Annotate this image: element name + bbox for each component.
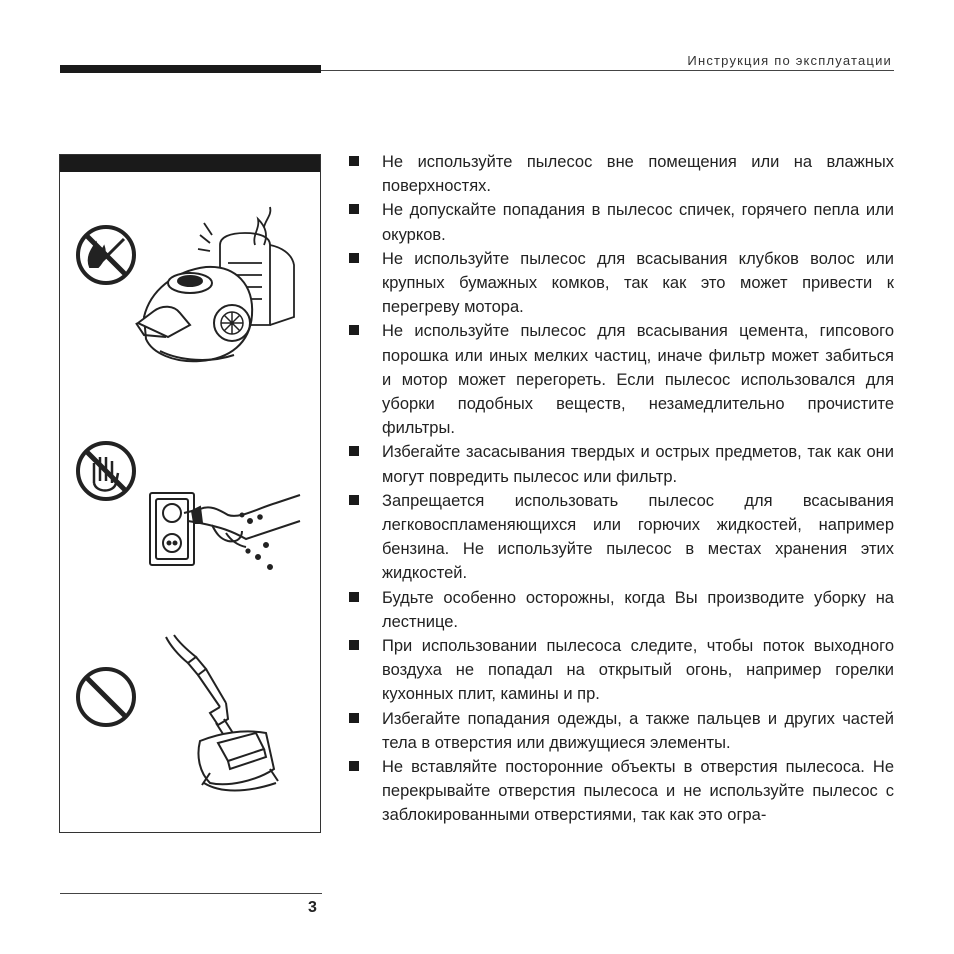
no-fire-icon <box>78 227 134 283</box>
list-item: Не используйте пылесос для всасывания клубков волос или крупных бумажных комков, так как это может привести к перегреву мотора. <box>346 247 894 320</box>
bullet-square <box>349 640 359 650</box>
page-number: 3 <box>308 899 317 916</box>
header-rule <box>321 70 894 71</box>
list-item: Не используйте пылесос вне помещения или на влажных поверхностях. <box>346 150 894 198</box>
vacuum-nozzle-on-cloth-icon <box>166 635 278 791</box>
bullet-square <box>349 495 359 505</box>
header-bar <box>60 65 321 73</box>
bullet-square <box>349 713 359 723</box>
list-item: Избегайте попадания одежды, а также пальцев и других частей тела в отверстия или движущиеся элементы. <box>346 707 894 755</box>
no-fire-illustration <box>70 205 310 385</box>
no-wet-hands-illustration <box>70 435 310 585</box>
bullet-square <box>349 204 359 214</box>
safety-rules-list <box>346 150 894 828</box>
list-item: Будьте особенно осторожны, когда Вы производите уборку на лестнице. <box>346 586 894 634</box>
list-item: Не вставляйте посторонние объекты в отверстия пылесоса. Не перекрывайте отверстия пылесоса и не используйте пылесос с заблокированными отверстиями, так как это огра- <box>346 755 894 828</box>
no-wet-hands-icon <box>78 443 134 499</box>
wet-hand-with-plug-icon <box>184 495 300 569</box>
bullet-square <box>349 325 359 335</box>
illustration-panel-band <box>60 155 320 172</box>
vacuum-cleaner-icon <box>136 267 252 361</box>
list-item: При использовании пылесоса следите, чтобы поток выходного воздуха не попадал на открытый огонь, например горелки кухонных плит, камины и пр. <box>346 634 894 707</box>
bullet-square <box>349 446 359 456</box>
list-item: Избегайте засасывания твердых и острых предметов, так как они могут повредить пылесос или фильтр. <box>346 440 894 488</box>
running-header: Инструкция по эксплуатации <box>687 53 892 68</box>
illustration-panel <box>59 154 321 833</box>
list-item: Не допускайте попадания в пылесос спичек, горячего пепла или окурков. <box>346 198 894 246</box>
bullet-square <box>349 761 359 771</box>
list-item: Запрещается использовать пылесос для всасывания легковоспламеняющихся или горючих жидкостей, например бензина. Не используйте пылесос в местах хранения этих жидкостей. <box>346 489 894 586</box>
footer-rule <box>60 893 322 894</box>
bullet-square <box>349 156 359 166</box>
general-prohibition-illustration <box>70 633 310 823</box>
wall-socket-icon <box>150 493 194 565</box>
list-item: Не используйте пылесос для всасывания цемента, гипсового порошка или иных мелких частиц, иначе фильтр может забиться и мотор может перегореть. Если пылесос использовался для уборки подобных веществ, незамедлительно прочистите фильтры. <box>346 319 894 440</box>
bullet-square <box>349 253 359 263</box>
prohibition-icon <box>78 669 134 725</box>
bullet-square <box>349 592 359 602</box>
